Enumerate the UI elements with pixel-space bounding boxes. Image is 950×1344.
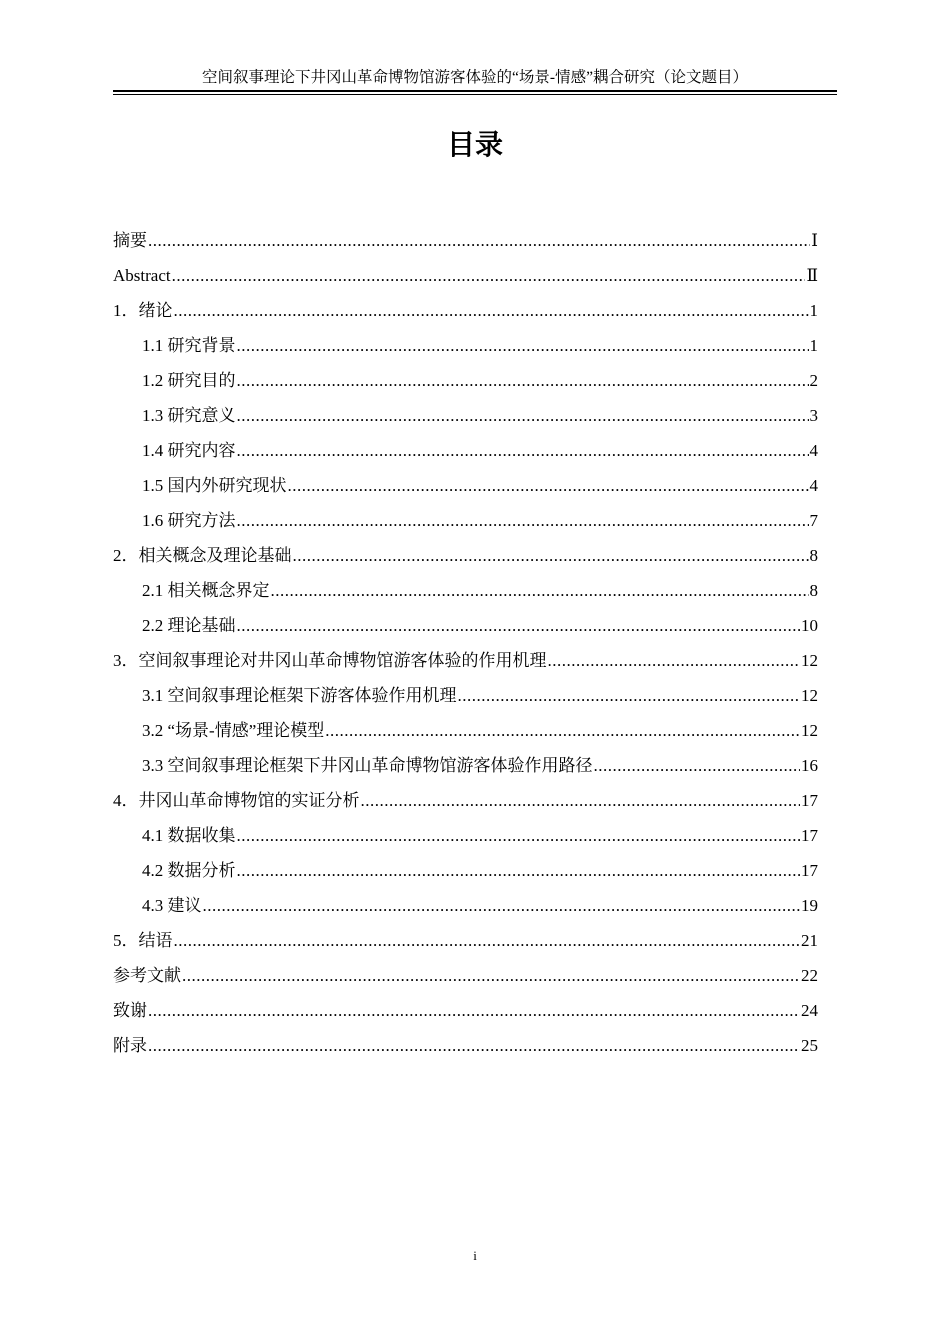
toc-entry-label: 5．结语: [113, 931, 173, 950]
dot-leader: [237, 403, 809, 429]
dot-leader: [172, 263, 806, 289]
toc-entry-label: 参考文献: [113, 966, 181, 985]
dot-leader: [361, 788, 801, 814]
dot-leader: [237, 613, 801, 639]
toc-entry-label: 2.1 相关概念界定: [142, 581, 270, 600]
toc-entry-page: 17: [801, 826, 818, 845]
dot-leader: [174, 928, 801, 954]
toc-entry-label: 2.2 理论基础: [142, 616, 236, 635]
dot-leader: [237, 438, 809, 464]
toc-entry-2-2[interactable]: [113, 613, 818, 648]
toc-entry-chapter-4[interactable]: [113, 788, 818, 823]
toc-entry-label: 4.2 数据分析: [142, 861, 236, 880]
toc-entry-label: 1.3 研究意义: [142, 406, 236, 425]
toc-entry-1-1[interactable]: [113, 333, 818, 368]
dot-leader: [237, 823, 801, 849]
toc-entry-page: 1: [809, 336, 818, 355]
dot-leader: [148, 1033, 800, 1059]
toc-entry-label: 致谢: [113, 1001, 147, 1020]
toc-entry-label: 1.4 研究内容: [142, 441, 236, 460]
header-rule: [113, 90, 837, 95]
toc-entry-abstract-en[interactable]: [113, 263, 818, 298]
toc-entry-1-3[interactable]: [113, 403, 818, 438]
toc-title: 目录: [446, 128, 503, 161]
running-header: 空间叙事理论下井冈山革命博物馆游客体验的“场景-情感”耦合研究（论文题目）: [202, 69, 748, 86]
toc-entry-chapter-3[interactable]: [113, 648, 818, 683]
toc-entry-label: Abstract: [113, 266, 171, 285]
dot-leader: [237, 858, 801, 884]
toc-entry-page: 22: [801, 966, 818, 985]
toc-entry-page: 19: [801, 896, 818, 915]
toc-entry-page: Ⅱ: [806, 266, 818, 285]
toc-entry-1-6[interactable]: [113, 508, 818, 543]
toc-entry-page: 1: [809, 301, 818, 320]
toc-entry-acknowledgements[interactable]: [113, 998, 818, 1033]
toc-entry-4-3[interactable]: [113, 893, 818, 928]
toc-entry-appendix[interactable]: [113, 1033, 818, 1068]
toc-entry-label: 4．井冈山革命博物馆的实证分析: [113, 791, 360, 810]
toc-entry-label: 摘要: [113, 231, 147, 250]
toc-entry-4-2[interactable]: [113, 858, 818, 893]
toc-entry-label: 4.1 数据收集: [142, 826, 236, 845]
dot-leader: [288, 473, 809, 499]
toc-entry-2-1[interactable]: [113, 578, 818, 613]
dot-leader: [148, 998, 800, 1024]
toc-entry-label: 3.3 空间叙事理论框架下井冈山革命博物馆游客体验作用路径: [142, 756, 593, 775]
toc-entry-label: 1.6 研究方法: [142, 511, 236, 530]
toc-entry-label: 3．空间叙事理论对井冈山革命博物馆游客体验的作用机理: [113, 651, 547, 670]
toc-entry-page: 17: [801, 791, 818, 810]
toc-entry-label: 2．相关概念及理论基础: [113, 546, 292, 565]
toc-entry-page: 8: [809, 581, 818, 600]
toc-entry-page: 7: [809, 511, 818, 530]
dot-leader: [548, 648, 801, 674]
dot-leader: [203, 893, 801, 919]
toc-entry-page: 12: [801, 686, 818, 705]
toc-entry-chapter-5[interactable]: [113, 928, 818, 963]
dot-leader: [148, 228, 810, 254]
toc-entry-4-1[interactable]: [113, 823, 818, 858]
toc-entry-page: 16: [801, 756, 818, 775]
toc-entry-label: 4.3 建议: [142, 896, 202, 915]
toc-entry-1-5[interactable]: [113, 473, 818, 508]
toc-entry-page: Ⅰ: [811, 231, 818, 250]
dot-leader: [271, 578, 809, 604]
page-number: i: [473, 1248, 477, 1263]
toc-entry-page: 4: [809, 441, 818, 460]
toc-entry-page: 25: [801, 1036, 818, 1055]
toc-entry-3-2[interactable]: [113, 718, 818, 753]
toc-entry-label: 1．绪论: [113, 301, 173, 320]
toc-entry-3-3[interactable]: [113, 753, 818, 788]
toc-entry-chapter-1[interactable]: [113, 298, 818, 333]
dot-leader: [594, 753, 801, 779]
toc-entry-page: 10: [801, 616, 818, 635]
toc-entry-3-1[interactable]: [113, 683, 818, 718]
dot-leader: [237, 368, 809, 394]
dot-leader: [237, 508, 809, 534]
toc-entry-page: 12: [801, 651, 818, 670]
toc-entry-page: 3: [809, 406, 818, 425]
toc-entry-label: 3.1 空间叙事理论框架下游客体验作用机理: [142, 686, 457, 705]
toc-entry-page: 17: [801, 861, 818, 880]
toc-entry-1-2[interactable]: [113, 368, 818, 403]
toc-entry-label: 3.2 “场景-情感”理论模型: [142, 721, 325, 740]
toc-entry-page: 4: [809, 476, 818, 495]
table-of-contents: [113, 228, 818, 1068]
toc-entry-label: 附录: [113, 1036, 147, 1055]
dot-leader: [458, 683, 801, 709]
toc-entry-page: 12: [801, 721, 818, 740]
toc-entry-label: 1.2 研究目的: [142, 371, 236, 390]
toc-entry-label: 1.5 国内外研究现状: [142, 476, 287, 495]
dot-leader: [182, 963, 800, 989]
toc-entry-label: 1.1 研究背景: [142, 336, 236, 355]
toc-entry-page: 21: [801, 931, 818, 950]
dot-leader: [237, 333, 809, 359]
toc-entry-page: 2: [809, 371, 818, 390]
dot-leader: [174, 298, 809, 324]
toc-entry-page: 24: [801, 1001, 818, 1020]
toc-entry-abstract-cn[interactable]: [113, 228, 818, 263]
toc-entry-page: 8: [809, 546, 818, 565]
toc-entry-chapter-2[interactable]: [113, 543, 818, 578]
dot-leader: [293, 543, 809, 569]
toc-entry-references[interactable]: [113, 963, 818, 998]
dot-leader: [325, 718, 800, 744]
toc-entry-1-4[interactable]: [113, 438, 818, 473]
